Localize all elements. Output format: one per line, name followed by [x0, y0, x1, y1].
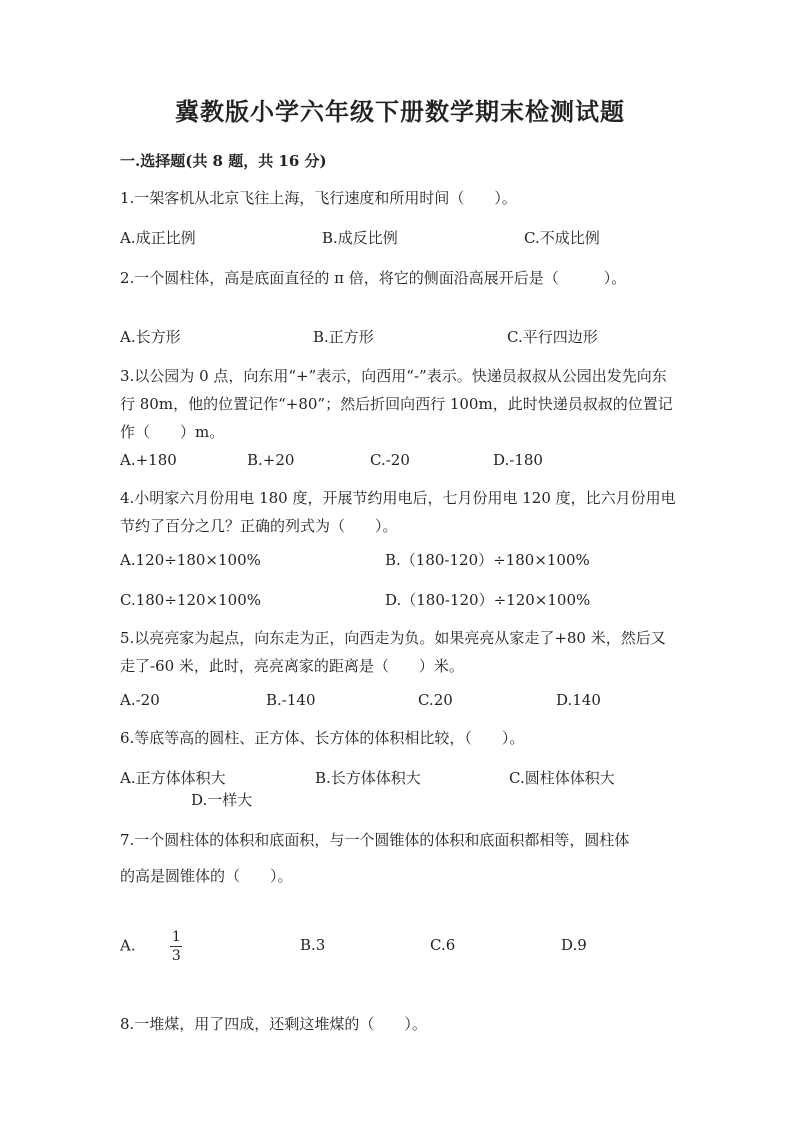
q7-option-a-label: A. — [120, 936, 136, 955]
fraction-denominator: 3 — [171, 948, 181, 964]
question-1: 1.一架客机从北京飞往上海，飞行速度和所用时间（ ）。 — [120, 189, 517, 207]
q3-option-a[interactable]: A.+180 — [120, 451, 177, 469]
q4-option-c[interactable]: C.180÷120×100% — [120, 591, 261, 609]
q4-option-d[interactable]: D.（180-120）÷120×100% — [385, 591, 591, 609]
q7-option-d[interactable]: D.9 — [561, 936, 587, 954]
q1-option-a[interactable]: A.成正比例 — [120, 229, 196, 247]
q5-option-b[interactable]: B.-140 — [266, 691, 316, 709]
q4-option-a[interactable]: A.120÷180×100% — [120, 551, 261, 569]
q1-option-b[interactable]: B.成反比例 — [322, 229, 398, 247]
fraction-numerator: 1 — [171, 929, 181, 945]
q7-option-b[interactable]: B.3 — [300, 936, 326, 954]
q3-option-b[interactable]: B.+20 — [247, 451, 295, 469]
q5-option-c[interactable]: C.20 — [418, 691, 453, 709]
question-7-line-2: 的高是圆锥体的（ ）。 — [120, 867, 293, 885]
question-4: 4.小明家六月份用电 180 度，开展节约用电后，七月份用电 120 度，比六月份用电节约了百分之几？正确的列式为（ ）。 — [120, 489, 676, 535]
q7-option-a[interactable] — [120, 930, 182, 963]
q1-option-c[interactable]: C.不成比例 — [524, 229, 600, 247]
fraction-bar — [170, 946, 182, 947]
section-heading: 一.选择题(共 8 题，共 16 分) — [120, 152, 327, 170]
q2-option-a[interactable]: A.长方形 — [120, 328, 181, 346]
q5-option-d[interactable]: D.140 — [556, 691, 601, 709]
q6-option-a[interactable]: A.正方体体积大 — [120, 769, 226, 787]
question-2: 2.一个圆柱体，高是底面直径的 π 倍，将它的侧面沿高展开后是（ ）。 — [120, 269, 627, 287]
q6-option-d[interactable]: D.一样大 — [191, 791, 253, 809]
q4-option-b[interactable]: B.（180-120）÷180×100% — [385, 551, 590, 569]
q2-option-c[interactable]: C.平行四边形 — [507, 328, 598, 346]
question-8: 8.一堆煤，用了四成，还剩这堆煤的（ ）。 — [120, 1015, 427, 1033]
one-third-fraction — [170, 930, 182, 963]
question-5: 5.以亮亮家为起点，向东走为正，向西走为负。如果亮亮从家走了+80 米，然后又走了-60 米，此时，亮亮离家的距离是（ ）米。 — [120, 629, 666, 675]
q3-option-d[interactable]: D.-180 — [493, 451, 543, 469]
question-6: 6.等底等高的圆柱、正方体、长方体的体积相比较，（ ）。 — [120, 729, 525, 747]
q6-option-b[interactable]: B.长方体体积大 — [315, 769, 421, 787]
q6-option-c[interactable]: C.圆柱体体积大 — [509, 769, 615, 787]
q3-option-c[interactable]: C.-20 — [370, 451, 410, 469]
page-title: 冀教版小学六年级下册数学期末检测试题 — [175, 97, 625, 126]
question-3: 3.以公园为 0 点，向东用“+”表示，向西用“-”表示。快递员叔叔从公园出发先向东行 80m，他的位置记作“+80”；然后折回向西行 100m，此时快递员叔叔的位置记作（ ）m。 — [120, 367, 673, 441]
q7-option-c[interactable]: C.6 — [430, 936, 456, 954]
question-7-line-1: 7.一个圆柱体的体积和底面积，与一个圆锥体的体积和底面积都相等，圆柱体 — [120, 831, 630, 849]
q2-option-b[interactable]: B.正方形 — [313, 328, 374, 346]
q5-option-a[interactable]: A.-20 — [120, 691, 160, 709]
